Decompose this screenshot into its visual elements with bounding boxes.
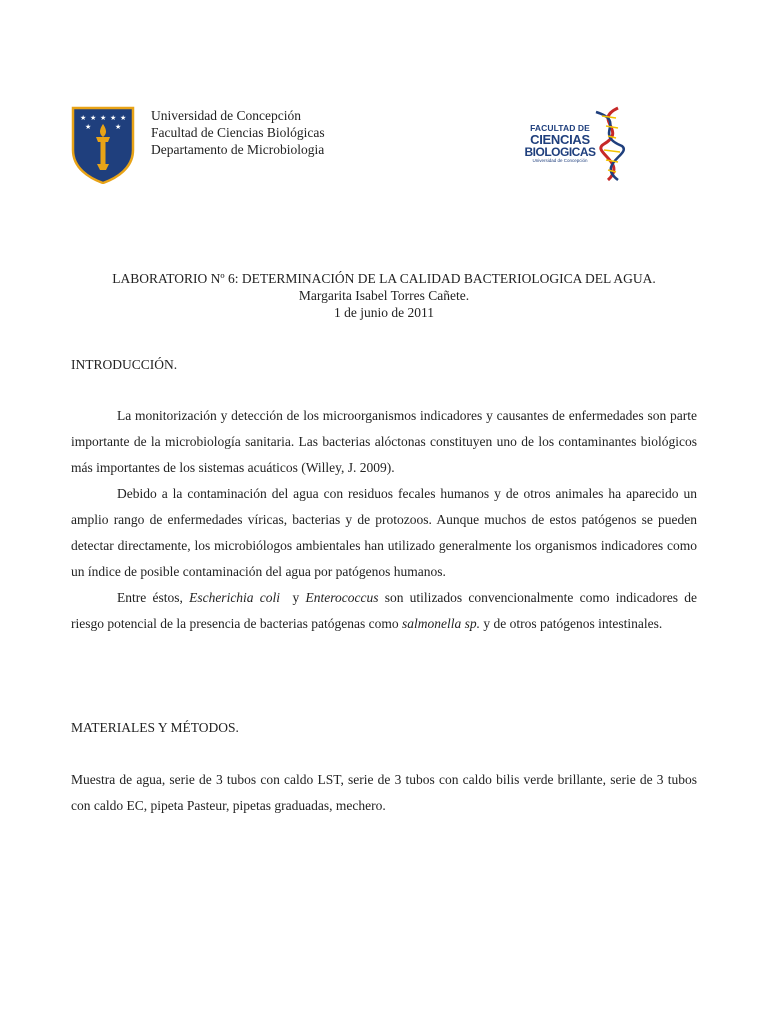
university-crest-icon bbox=[71, 106, 135, 184]
svg-text:★: ★ bbox=[80, 114, 87, 122]
svg-text:★: ★ bbox=[85, 123, 92, 131]
intro-paragraph-2: Debido a la contaminación del agua con residuos fecales humanos y de otros animales ha aparecido un amplio rango de enfermedades víricas, bacterias y de protozoos. Aunque muchos de estos patógenos se pueden detectar directamente, los microbiólogos ambientales han utilizado generalmente los organismos indicadores como un índice de posible contaminación del agua por patógenos humanos. bbox=[71, 486, 697, 579]
faculty-logo bbox=[524, 106, 636, 182]
report-date: 1 de junio de 2011 bbox=[334, 305, 434, 320]
svg-text:★: ★ bbox=[110, 114, 117, 122]
introduccion-heading: INTRODUCCIÓN. bbox=[71, 357, 178, 372]
department-name: Departamento de Microbiologia bbox=[151, 142, 325, 157]
p3-text-3: son utilizados convencionalmente como indicadores de riesgo potencial de la presencia de bacterias patógenas como bbox=[71, 590, 698, 631]
university-name: Universidad de Concepción bbox=[151, 108, 301, 123]
species-escherichia-coli: Escherichia coli bbox=[189, 590, 281, 605]
species-enterococcus: Enterococcus bbox=[305, 590, 379, 605]
species-salmonella: salmonella sp. bbox=[401, 616, 480, 631]
faculty-logo-text: FACULTAD DE CIENCIAS BIOLOGICAS Universidad de Concepción bbox=[524, 123, 596, 163]
svg-text:★: ★ bbox=[115, 123, 122, 131]
dna-helix-icon bbox=[588, 106, 636, 182]
svg-text:★: ★ bbox=[90, 114, 97, 122]
faculty-name: Facultad de Ciencias Biológicas bbox=[151, 125, 325, 140]
p3-text-2: y bbox=[292, 590, 300, 605]
report-author: Margarita Isabel Torres Cañete. bbox=[298, 288, 470, 303]
intro-paragraph-3 bbox=[71, 585, 697, 637]
materiales-paragraph: Muestra de agua, serie de 3 tubos con caldo LST, serie de 3 tubos con caldo bilis verde brillante, serie de 3 tubos con caldo EC, pipeta Pasteur, pipetas graduadas, mechero. bbox=[71, 772, 697, 813]
institution-header bbox=[151, 107, 325, 158]
svg-text:★: ★ bbox=[120, 114, 127, 122]
p3-text-1: Entre éstos, bbox=[117, 590, 183, 605]
p3-text-4: y de otros patógenos intestinales. bbox=[483, 616, 663, 631]
svg-text:★: ★ bbox=[100, 114, 107, 122]
report-title: LABORATORIO Nº 6: DETERMINACIÓN DE LA CALIDAD BACTERIOLOGICA DEL AGUA. bbox=[112, 271, 656, 286]
report-title-block bbox=[71, 270, 697, 321]
materiales-heading: MATERIALES Y MÉTODOS. bbox=[71, 720, 239, 735]
intro-paragraph-1: La monitorización y detección de los microorganismos indicadores y causantes de enfermedades son parte importante de la microbiología sanitaria. Las bacterias alóctonas constituyen uno de los contaminantes biológicos más importantes de los sistemas acuáticos (Willey, J. 2009). bbox=[71, 408, 697, 475]
